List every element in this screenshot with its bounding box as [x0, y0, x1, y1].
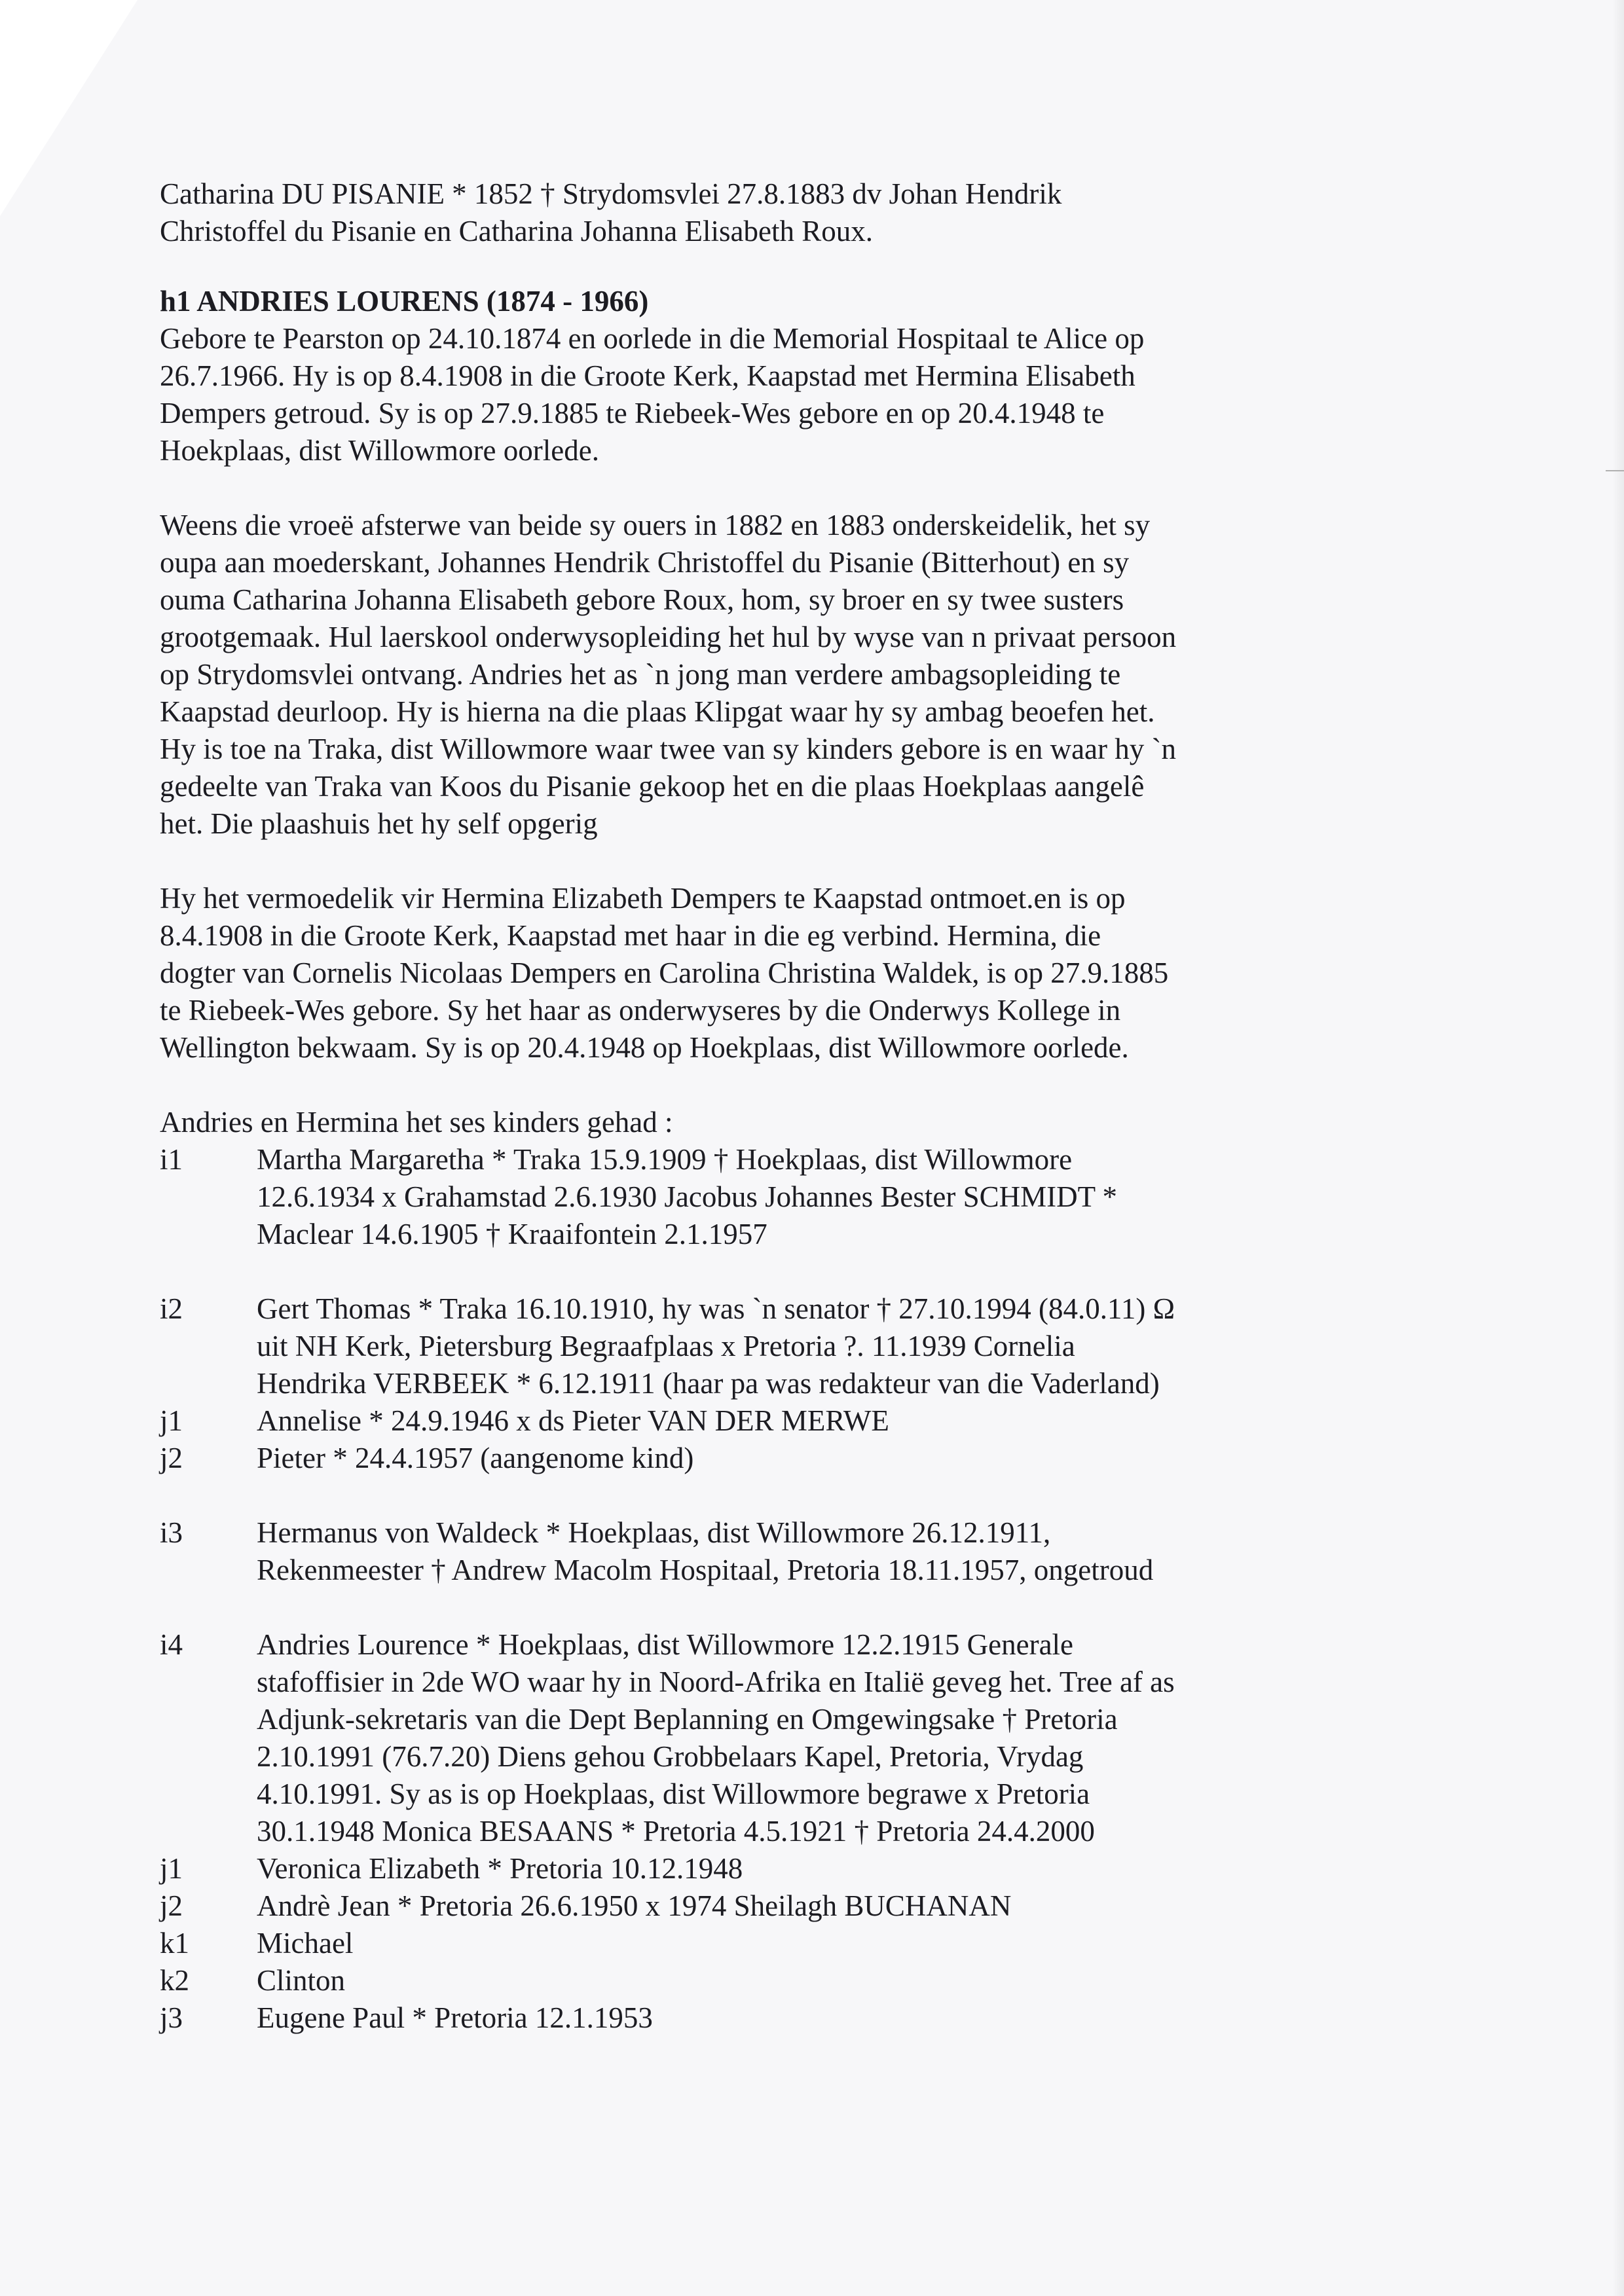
page-edge-shadow [1612, 0, 1624, 2296]
entry-text: Eugene Paul * Pretoria 12.1.1953 [257, 2001, 653, 2034]
entry-code: j1 [160, 1404, 183, 1437]
text-line: Gebore te Pearston op 24.10.1874 en oorlede in die Memorial Hospitaal te Alice op [160, 322, 1145, 355]
text-line: Weens die vroeë afsterwe van beide sy ouers in 1882 en 1883 onderskeidelik, het sy [160, 509, 1151, 541]
entry-text: Pieter * 24.4.1957 (aangenome kind) [257, 1442, 694, 1474]
children-intro: Andries en Hermina het ses kinders gehad : [160, 1106, 673, 1139]
entry-text: Andrè Jean * Pretoria 26.6.1950 x 1974 Sheilagh BUCHANAN [257, 1889, 1012, 1922]
text-line: 8.4.1908 in die Groote Kerk, Kaapstad met haar in die eg verbind. Hermina, die [160, 919, 1101, 952]
section-heading: h1 ANDRIES LOURENS (1874 - 1966) [160, 285, 649, 318]
biography-paragraph-3 [160, 880, 1338, 1066]
text-line: Hendrika VERBEEK * 6.12.1911 (haar pa was redakteur van die Vaderland) [257, 1367, 1160, 1400]
entry-text: Michael [257, 1927, 354, 1959]
text-line: Hermanus von Waldeck * Hoekplaas, dist Willowmore 26.12.1911, [257, 1516, 1051, 1549]
text-line: Hy het vermoedelik vir Hermina Elizabeth Dempers te Kaapstad ontmoet.en is op [160, 882, 1126, 915]
entry-code: i2 [160, 1292, 183, 1325]
text-line: Adjunk-sekretaris van die Dept Beplanning en Omgewingsake † Pretoria [257, 1703, 1118, 1736]
entry-code: k1 [160, 1927, 189, 1959]
text-line: stafoffisier in 2de WO waar hy in Noord-Afrika en Italië geveg het. Tree af as [257, 1666, 1175, 1698]
entry-text: Clinton [257, 1964, 346, 1997]
entry-code: j2 [160, 1889, 183, 1922]
text-line: gedeelte van Traka van Koos du Pisanie gekoop het en die plaas Hoekplaas aangelê [160, 770, 1145, 803]
entry-text [257, 1141, 1338, 1253]
intro-line: Catharina DU PISANIE * 1852 † Strydomsvlei 27.8.1883 dv Johan Hendrik [160, 177, 1062, 210]
text-line: oupa aan moederskant, Johannes Hendrik Christoffel du Pisanie (Bitterhout) en sy [160, 546, 1130, 579]
document-body [160, 175, 1338, 2037]
text-line: Martha Margaretha * Traka 15.9.1909 † Hoekplaas, dist Willowmore [257, 1143, 1073, 1176]
genealogy-entry [160, 1141, 1338, 1253]
genealogy-entry [160, 1626, 1338, 1850]
folded-corner [0, 0, 138, 216]
genealogy-entry [160, 1402, 1338, 1440]
text-line: 12.6.1934 x Grahamstad 2.6.1930 Jacobus Johannes Bester SCHMIDT * [257, 1180, 1118, 1213]
entry-code: i4 [160, 1628, 183, 1661]
text-line: grootgemaak. Hul laerskool onderwysopleiding het hul by wyse van n privaat persoon [160, 621, 1177, 653]
entry-text: Veronica Elizabeth * Pretoria 10.12.1948 [257, 1852, 743, 1885]
text-line: 2.10.1991 (76.7.20) Diens gehou Grobbelaars Kapel, Pretoria, Vrydag [257, 1740, 1084, 1773]
edge-mark [1606, 470, 1624, 471]
entry-text [257, 1290, 1338, 1402]
text-line: Wellington bekwaam. Sy is op 20.4.1948 op Hoekplaas, dist Willowmore oorlede. [160, 1031, 1129, 1064]
entry-code: j3 [160, 2001, 183, 2034]
entry-code: j1 [160, 1852, 183, 1885]
text-line: uit NH Kerk, Pietersburg Begraafplaas x Pretoria ?. 11.1939 Cornelia [257, 1330, 1075, 1362]
text-line: Andries Lourence * Hoekplaas, dist Willowmore 12.2.1915 Generale [257, 1628, 1074, 1661]
text-line: Maclear 14.6.1905 † Kraaifontein 2.1.1957 [257, 1218, 767, 1250]
genealogy-entry [160, 1850, 1338, 1887]
text-line: te Riebeek-Wes gebore. Sy het haar as onderwyseres by die Onderwys Kollege in [160, 994, 1121, 1027]
genealogy-entry [160, 1514, 1338, 1589]
entry-code: j2 [160, 1442, 183, 1474]
text-line: Gert Thomas * Traka 16.10.1910, hy was `n senator † 27.10.1994 (84.0.11) Ω [257, 1292, 1175, 1325]
biography-paragraph-1 [160, 320, 1338, 469]
text-line: 4.10.1991. Sy as is op Hoekplaas, dist Willowmore begrawe x Pretoria [257, 1777, 1090, 1810]
text-line: Dempers getroud. Sy is op 27.9.1885 te Riebeek-Wes gebore en op 20.4.1948 te [160, 397, 1105, 429]
genealogy-entry [160, 1440, 1338, 1477]
entry-text: Annelise * 24.9.1946 x ds Pieter VAN DER MERWE [257, 1404, 889, 1437]
genealogy-entry [160, 1999, 1338, 2037]
text-line: Kaapstad deurloop. Hy is hierna na die plaas Klipgat waar hy sy ambag beoefen het. [160, 695, 1155, 728]
genealogy-entry [160, 1887, 1338, 1925]
entry-text [257, 1626, 1338, 1850]
genealogy-entry [160, 1290, 1338, 1402]
text-line: Rekenmeester † Andrew Macolm Hospitaal, Pretoria 18.11.1957, ongetroud [257, 1554, 1154, 1586]
genealogy-entry [160, 1962, 1338, 1999]
entry-code: i3 [160, 1516, 183, 1549]
text-line: dogter van Cornelis Nicolaas Dempers en Carolina Christina Waldek, is op 27.9.1885 [160, 957, 1169, 989]
text-line: op Strydomsvlei ontvang. Andries het as `n jong man verdere ambagsopleiding te [160, 658, 1121, 691]
text-line: 26.7.1966. Hy is op 8.4.1908 in die Groote Kerk, Kaapstad met Hermina Elisabeth [160, 359, 1135, 392]
text-line: het. Die plaashuis het hy self opgerig [160, 807, 598, 840]
entry-code: i1 [160, 1143, 183, 1176]
entry-code: k2 [160, 1964, 189, 1997]
entry-text [257, 1514, 1338, 1589]
text-line: 30.1.1948 Monica BESAANS * Pretoria 4.5.1921 † Pretoria 24.4.2000 [257, 1815, 1095, 1848]
text-line: Hoekplaas, dist Willowmore oorlede. [160, 434, 599, 467]
text-line: Hy is toe na Traka, dist Willowmore waar twee van sy kinders gebore is en waar hy `n [160, 733, 1176, 765]
intro-line: Christoffel du Pisanie en Catharina Johanna Elisabeth Roux. [160, 215, 873, 247]
intro-paragraph [160, 175, 1338, 250]
text-line: ouma Catharina Johanna Elisabeth gebore Roux, hom, sy broer en sy twee susters [160, 583, 1124, 616]
biography-paragraph-2 [160, 507, 1338, 843]
genealogy-entry [160, 1925, 1338, 1962]
